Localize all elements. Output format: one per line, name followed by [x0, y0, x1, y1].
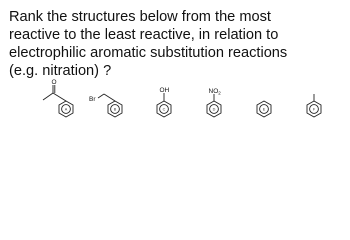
substituent-label-b: Br: [89, 96, 96, 103]
structure-letter-c: C: [162, 107, 166, 112]
structure-b: [98, 94, 122, 117]
structure-d: [207, 94, 221, 117]
substituent-label-d: [209, 88, 222, 96]
bond-a-carbonyl: [53, 93, 66, 101]
structure-letter-a: A: [64, 107, 68, 112]
substituent-label-d-main: NO: [208, 88, 219, 95]
question-line-4: (e.g. nitration) ?: [9, 63, 112, 79]
substituent-label-a: O: [51, 79, 57, 86]
structure-f: [307, 94, 321, 117]
question-line-3: electrophilic aromatic substitution reactions: [9, 45, 288, 61]
structure-a: [43, 85, 73, 117]
structure-letter-e: E: [262, 107, 266, 112]
substituent-label-d-subscript: 2: [218, 90, 221, 96]
structure-letter-f: F: [312, 107, 316, 112]
structure-letter-d: D: [212, 107, 216, 112]
question-line-1: Rank the structures below from the most: [9, 9, 271, 25]
structure-c: [157, 93, 171, 117]
bond-a-methyl: [43, 93, 53, 100]
structure-letter-b: B: [113, 107, 117, 112]
substituent-label-c: OH: [159, 87, 170, 94]
bond-b-ch2: [104, 94, 115, 101]
question-line-2: reactive to the least reactive, in relation to: [9, 27, 279, 43]
bond-b-br: [98, 94, 104, 98]
